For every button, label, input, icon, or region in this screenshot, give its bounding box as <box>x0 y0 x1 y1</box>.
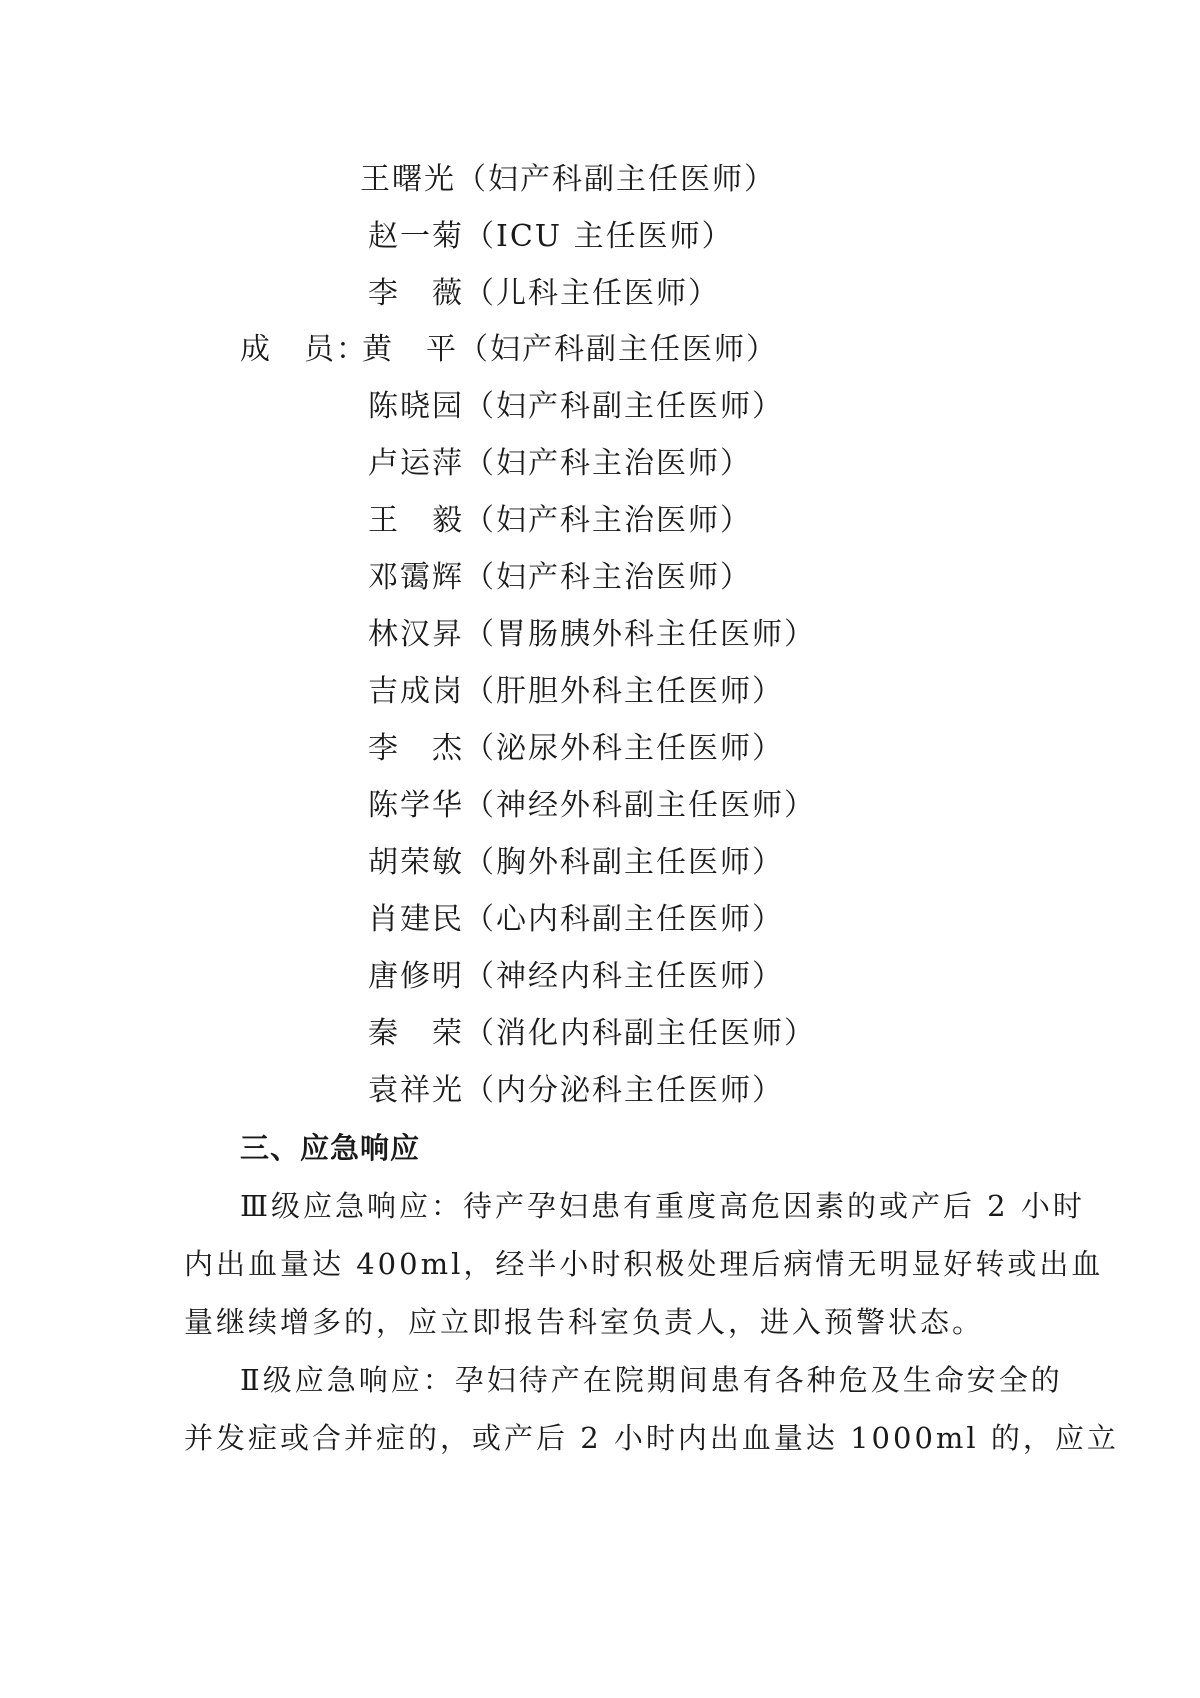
member-line: 陈学华（神经外科副主任医师） <box>368 788 816 823</box>
paragraph-line: 量继续增多的，应立即报告科室负责人，进入预警状态。 <box>184 1305 985 1339</box>
member-line: 王曙光（妇产科副主任医师） <box>360 162 776 197</box>
paragraph-line: Ⅱ级应急响应：孕妇待产在院期间患有各种危及生命安全的 <box>240 1363 1063 1397</box>
member-line: 袁祥光（内分泌科主任医师） <box>368 1073 784 1108</box>
member-line: 林汉昇（胃肠胰外科主任医师） <box>368 617 816 652</box>
member-line: 胡荣敏（胸外科副主任医师） <box>368 845 784 880</box>
member-line: 王 毅（妇产科主治医师） <box>368 503 752 538</box>
member-line: 李 薇（儿科主任医师） <box>368 276 720 311</box>
paragraph-line: 内出血量达 400ml，经半小时积极处理后病情无明显好转或出血 <box>184 1247 1104 1281</box>
section-heading: 三、应急响应 <box>240 1131 421 1165</box>
member-line: 卢运萍（妇产科主治医师） <box>368 446 752 481</box>
members-label: 成 员： <box>240 332 368 367</box>
member-line: 邓霭辉（妇产科主治医师） <box>368 560 752 595</box>
member-line: 黄 平（妇产科副主任医师） <box>362 332 778 367</box>
member-line: 肖建民（心内科副主任医师） <box>368 902 784 937</box>
member-line: 陈晓园（妇产科副主任医师） <box>368 389 784 424</box>
member-line: 吉成岗（肝胆外科主任医师） <box>368 674 784 709</box>
member-line: 赵一菊（ICU 主任医师） <box>368 219 734 254</box>
member-line: 秦 荣（消化内科副主任医师） <box>368 1016 816 1051</box>
paragraph-line: 并发症或合并症的，或产后 2 小时内出血量达 1000ml 的，应立 <box>184 1421 1119 1455</box>
paragraph-line: Ⅲ级应急响应：待产孕妇患有重度高危因素的或产后 2 小时 <box>240 1189 1085 1223</box>
member-line: 李 杰（泌尿外科主任医师） <box>368 731 784 766</box>
member-line: 唐修明（神经内科主任医师） <box>368 959 784 994</box>
